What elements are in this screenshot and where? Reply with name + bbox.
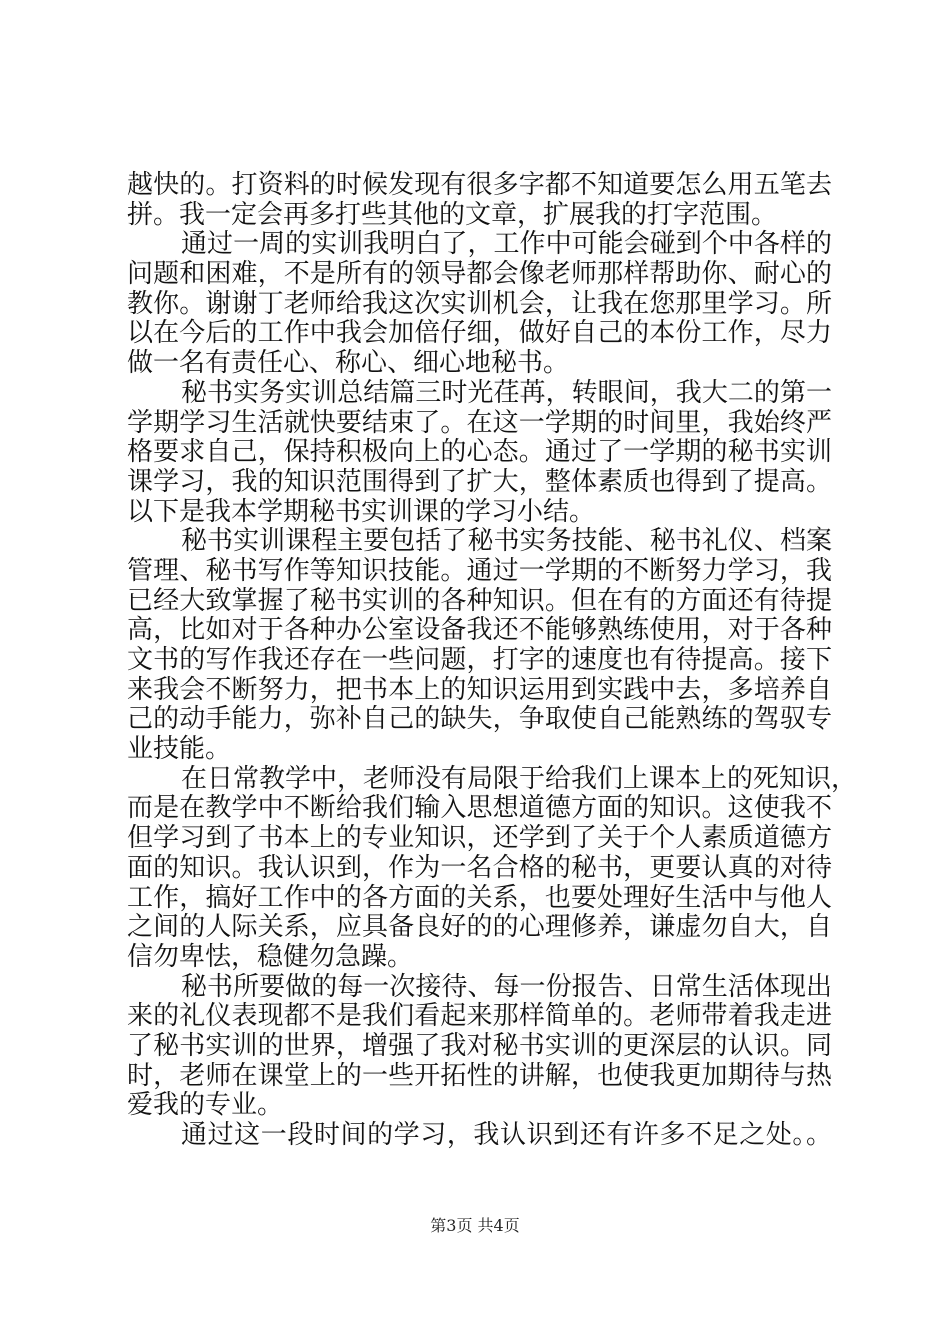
text-line: 己的动手能力，弥补自己的缺失，争取使自己能熟练的驾驭专: [127, 704, 832, 735]
text-line: 业技能。: [127, 734, 232, 765]
text-line: 但学习到了书本上的专业知识，还学到了关于个人素质道德方: [127, 823, 832, 854]
text-line: 秘书实务实训总结篇三时光荏苒，转眼间，我大二的第一: [181, 377, 832, 408]
text-line: 问题和困难，不是所有的领导都会像老师那样帮助你、耐心的: [127, 259, 832, 290]
text-line: 通过一周的实训我明白了，工作中可能会碰到个中各样的: [181, 229, 832, 260]
text-line: 教你。谢谢丁老师给我这次实训机会，让我在您那里学习。所: [127, 288, 832, 319]
text-line: 拼。我一定会再多打些其他的文章，扩展我的打字范围。: [127, 199, 778, 230]
text-line: 爱我的专业。: [127, 1090, 284, 1121]
document-body: [127, 170, 858, 1151]
text-line: 文书的写作我还存在一些问题，打字的速度也有待提高。接下: [127, 645, 832, 675]
text-line: 已经大致掌握了秘书实训的各种知识。但在有的方面还有待提: [127, 585, 832, 616]
text-line: 来的礼仪表现都不是我们看起来那样简单的。老师带着我走进: [127, 1001, 832, 1032]
text-line: 时，老师在课堂上的一些开拓性的讲解，也使我更加期待与热: [127, 1060, 832, 1091]
text-line: 以在今后的工作中我会加倍仔细，做好自己的本份工作，尽力: [127, 318, 832, 349]
text-line: 而是在教学中不断给我们输入思想道德方面的知识。这使我不: [127, 793, 832, 824]
text-line: 管理、秘书写作等知识技能。通过一学期的不断努力学习，我: [127, 555, 832, 586]
page-footer: 第3页 共4页: [430, 1216, 520, 1235]
text-line: 工作，搞好工作中的各方面的关系，也要处理好生活中与他人: [127, 882, 832, 913]
text-line: 格要求自己，保持积极向上的心态。通过了一学期的秘书实训: [127, 437, 832, 468]
text-line: 之间的人际关系，应具备良好的的心理修养，谦虚勿自大，自: [127, 912, 832, 943]
text-line: 秘书实训课程主要包括了秘书实务技能、秘书礼仪、档案: [181, 526, 832, 557]
text-line: 通过这一段时间的学习，我认识到还有许多不足之处。。: [181, 1120, 832, 1150]
text-line: 来我会不断努力，把书本上的知识运用到实践中去，多培养自: [127, 674, 832, 705]
text-line: 高，比如对于各种办公室设备我还不能够熟练使用，对于各种: [127, 615, 832, 646]
text-line: 课学习，我的知识范围得到了扩大，整体素质也得到了提高。: [127, 466, 832, 497]
text-line: 秘书所要做的每一次接待、每一份报告、日常生活体现出: [181, 971, 832, 1002]
text-line: 在日常教学中，老师没有局限于给我们上课本上的死知识，: [181, 763, 858, 794]
text-line: 面的知识。我认识到，作为一名合格的秘书，更要认真的对待: [127, 852, 832, 883]
text-line: 做一名有责任心、称心、细心地秘书。: [127, 348, 570, 379]
text-line: 信勿卑怯，稳健勿急躁。: [127, 941, 414, 972]
text-line: 越快的。打资料的时候发现有很多字都不知道要怎么用五笔去: [127, 170, 832, 200]
text-line: 以下是我本学期秘书实训课的学习小结。: [127, 496, 596, 527]
text-line: 了秘书实训的世界，增强了我对秘书实训的更深层的认识。同: [127, 1030, 832, 1061]
text-line: 学期学习生活就快要结束了。在这一学期的时间里，我始终严: [127, 407, 832, 438]
